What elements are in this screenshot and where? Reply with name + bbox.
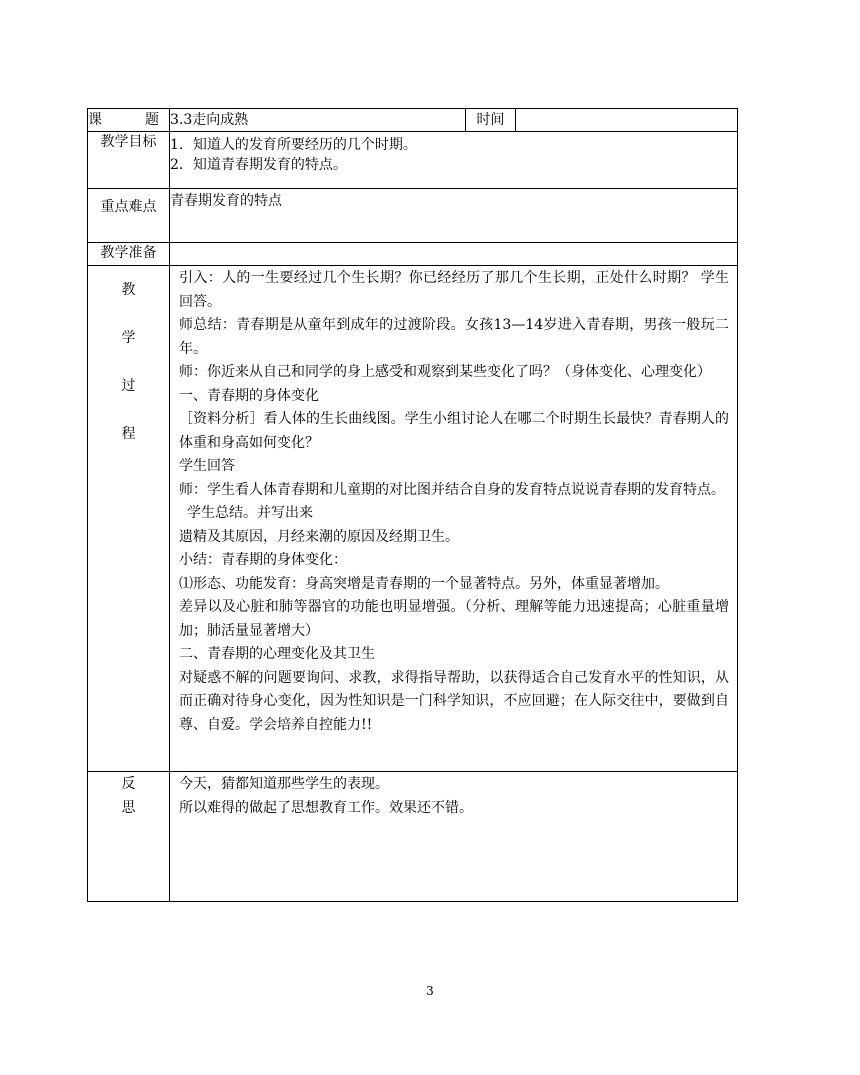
- process-label-char: 程: [121, 426, 136, 442]
- process-line: 遗精及其原因，月经来潮的原因及经期卫生。: [179, 528, 459, 545]
- process-line: 学生回答: [179, 458, 235, 474]
- process-line: 师：学生看人体青春期和儿童期的对比图并结合自身的发育特点说说青春期的发育特点。: [179, 481, 725, 498]
- process-row: [88, 266, 738, 772]
- lesson-plan-table: [87, 108, 738, 902]
- page-number: 3: [426, 984, 434, 998]
- time-value: [516, 109, 738, 132]
- process-line: 二、青春期的心理变化及其卫生: [179, 646, 375, 662]
- reflect-line: 所以难得的做起了思想教育工作。效果还不错。: [179, 799, 473, 816]
- process-label: [88, 266, 169, 458]
- reflect-label-char: 思: [121, 800, 136, 816]
- prep-label: 教学准备: [88, 243, 170, 266]
- process-line: 引入：人的一生要经过几个生长期？你已经经历了那几个生长期，正处什么时期？ 学生回答。: [179, 270, 729, 310]
- goals-cell: [170, 132, 738, 189]
- reflect-label-cell: [88, 772, 170, 902]
- process-label-char: 教: [121, 282, 136, 298]
- key-row: [88, 189, 738, 243]
- process-label-char: 学: [121, 330, 136, 346]
- process-label-cell: [88, 266, 170, 772]
- goals-row: [88, 132, 738, 189]
- reflect-line: 今天，猜都知道那些学生的表现。: [179, 776, 389, 792]
- topic-label-cell: [88, 109, 170, 132]
- reflect-label-char: 反: [121, 776, 136, 792]
- process-line: 学生总结。并写出来: [187, 505, 313, 521]
- time-label: 时间: [466, 109, 516, 132]
- key-label: 重点难点: [88, 189, 170, 243]
- key-value: 青春期发育的特点: [170, 189, 738, 243]
- goal-item: 1．知道人的发育所要经历的几个时期。: [170, 137, 417, 153]
- process-line: 师：你近来从自己和同学的身上感受和观察到某些变化了吗？（身体变化、心理变化）: [179, 364, 711, 380]
- process-line: 一、青春期的身体变化: [179, 387, 319, 404]
- topic-label-a: 课: [88, 112, 102, 128]
- process-line: 差异以及心脏和肺等器官的功能也明显增强。（分析、理解等能力迅速提高；心脏重量增加；肺活量显著增大）: [179, 599, 729, 639]
- prep-value: [170, 243, 738, 266]
- prep-row: [88, 243, 738, 266]
- topic-label-b: 题: [145, 112, 159, 128]
- goal-item: 2．知道青春期发育的特点。: [170, 157, 347, 173]
- process-line: 师总结：青春期是从童年到成年的过渡阶段。女孩13—14岁进入青春期，男孩一般玩二年。: [179, 317, 729, 357]
- reflect-row: [88, 772, 738, 902]
- reflect-label: [88, 772, 169, 820]
- topic-value: 3.3走向成熟: [170, 109, 466, 132]
- topic-row: [88, 109, 738, 132]
- process-line: 小结：青春期的身体变化：: [179, 552, 347, 568]
- process-line: 对疑惑不解的问题要询问、求教，求得指导帮助，以获得适合自己发育水平的性知识，从而正确对待身心变化，因为性知识是一门科学知识，不应回避；在人际交往中，要做到自尊、自爱。学会培养自控能力!!: [179, 669, 729, 733]
- reflect-content: [170, 772, 738, 902]
- process-line: ⑴形态、功能发育：身高突增是青春期的一个显著特点。另外，体重显著增加。: [179, 575, 669, 592]
- process-line: ［资料分析］看人体的生长曲线图。学生小组讨论人在哪二个时期生长最快？青春期人的体重和身高如何变化？: [179, 411, 729, 451]
- process-label-char: 过: [121, 378, 136, 394]
- goals-label: 教学目标: [88, 132, 170, 189]
- process-content: [170, 266, 738, 772]
